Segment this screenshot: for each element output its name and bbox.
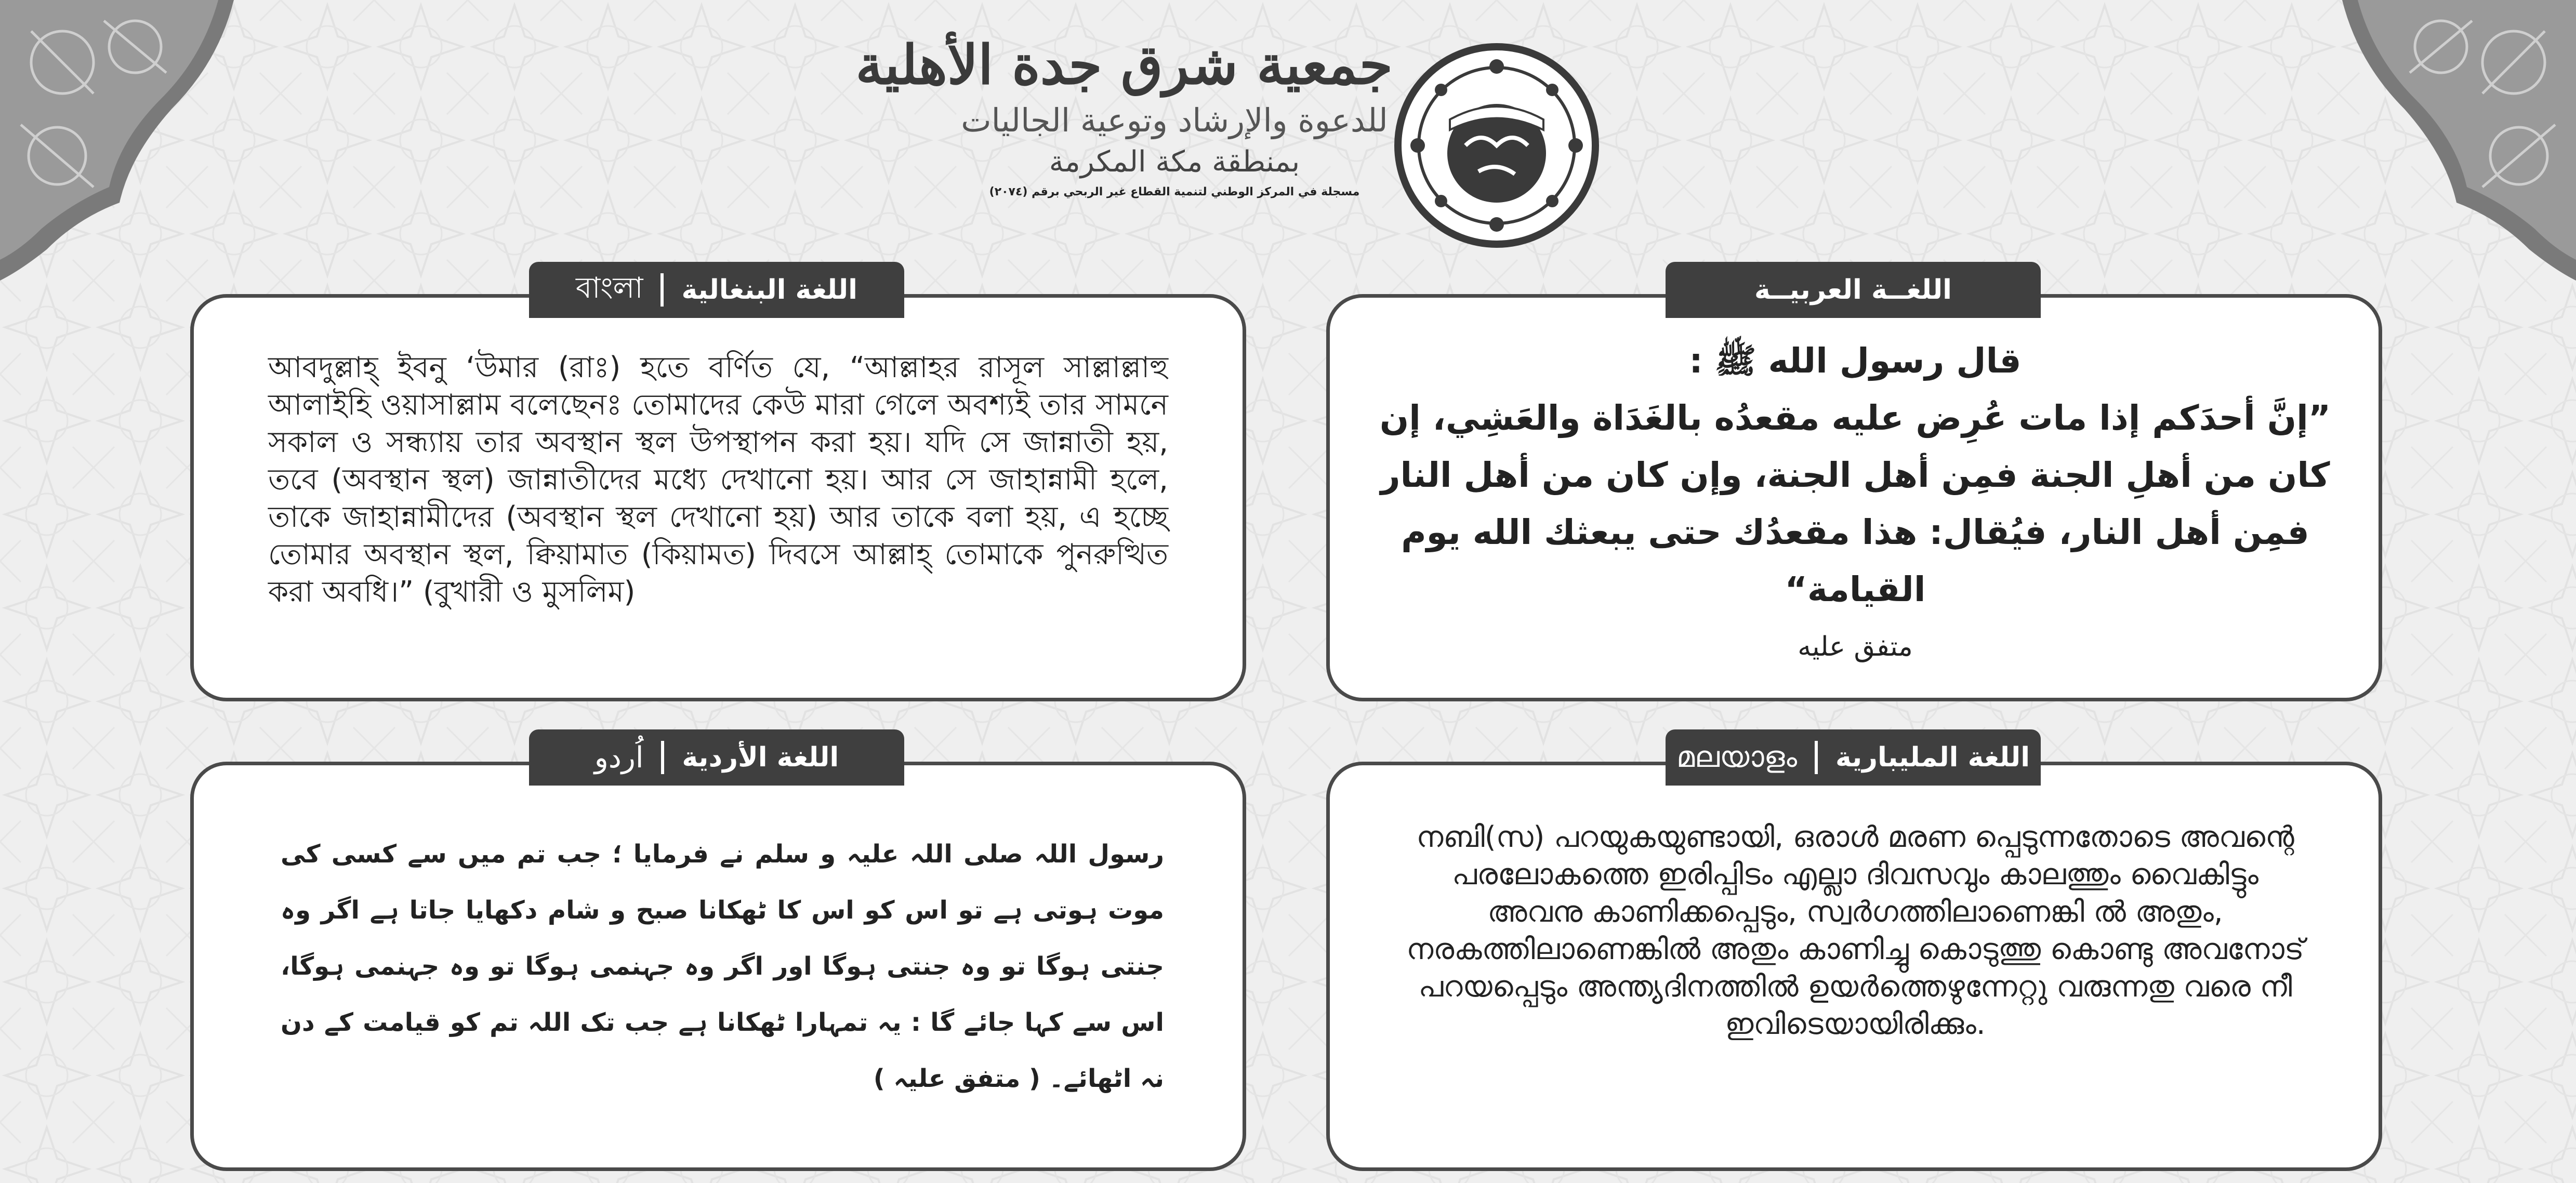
corner-ornament-left <box>0 0 239 281</box>
tab-malayalam-arabic: اللغة المليبارية <box>1835 742 2030 773</box>
tab-malayalam <box>1666 729 2041 786</box>
malayalam-hadith-text: നബി(സ) പറയുകയുണ്ടായി, ഒരാൾ മരണ പ്പെടുന്നതോടെ അവന്റെ പരലോകത്തെ ഇരിപ്പിടം എല്ലാ ദിവസവും കാലത്തും വൈകിട്ടും അവനു കാണിക്കപ്പെടും, സ്വർഗത്തിലാണെങ്കി ൽ അതും, നരകത്തിലാണെങ്കിൽ അതും കാണിച്ചു കൊടുത്തു കൊണ്ടു അവനോട് പറയപ്പെടും അന്ത്യദിനത്തിൽ ഉയർത്തെഴുന്നേറ്റു വരുന്നതു വരെ നീ ഇവിടെയായിരിക്കും. <box>1406 820 2304 1041</box>
bangla-hadith-text: আবদুল্লাহ্ ইবনু ‘উমার (রাঃ) হতে বর্ণিত যে, “আল্লাহর রাসূল সাল্লাল্লাহু আলাইহি ওয়াসাল্লাম বলেছেনঃ তোমাদের কেউ মারা গেলে অবশ্যই তার সামনে সকাল ও সন্ধ্যায় তার অবস্থান স্থল উপস্থাপন করা হয়। যদি সে জান্নাতী হয়, তবে (অবস্থান স্থল) জান্নাতীদের মধ্যে দেখানো হয়। আর সে জাহান্নামী হলে, তাকে জাহান্নামীদের (অবস্থান স্থল দেখানো হয়) আর তাকে বলা হয়, এ হচ্ছে তোমার অবস্থান স্থল, ক্বিয়ামাত (কিয়ামত) দিবসে আল্লাহ্ তোমাকে পুনরুত্থিত করা অবধি।” (বুখারী ও মুসলিম) <box>268 351 1168 609</box>
organization-subtitle: للدعوة والإرشاد وتوعية الجاليات <box>961 101 1388 139</box>
arabic-hadith-text <box>1372 333 2339 675</box>
organization-region: بمنطقة مكة المكرمة <box>1049 145 1300 179</box>
arabic-reference: متفق عليه <box>1798 631 1913 662</box>
registration-note: مسجلة في المركز الوطني لتنمية القطاع غير الربحي برقم (٢٠٧٤) <box>989 185 1360 198</box>
organization-logo <box>1393 42 1601 249</box>
arabic-intro: قال رسول الله ﷺ : <box>1689 341 2022 381</box>
tab-arabic-label: اللغــة العربيــة <box>1754 274 1952 305</box>
organization-header <box>855 31 1393 203</box>
tab-bangla <box>529 262 904 318</box>
tab-bangla-native: বাংলা <box>575 271 643 305</box>
tab-malayalam-native: മലയാളം <box>1676 740 1798 774</box>
tab-arabic <box>1666 262 2041 318</box>
tab-urdu-native: اُردو <box>594 740 644 775</box>
corner-ornament-right <box>2337 0 2576 281</box>
arabic-hadith: ”إنَّ أحدَكم إذا مات عُرِض عليه مقعدُه بالغَدَاة والعَشِي، إن كان من أهلِ الجنة فمِن أهل الجنة، وإن كان من أهل النار فمِن أهل النار، فيُقال: هذا مقعدُك حتى يبعثك الله يوم القيامة“ <box>1379 398 2331 609</box>
organization-name: جمعية شرق جدة الأهلية <box>855 33 1393 97</box>
tab-bangla-arabic: اللغة البنغالية <box>681 274 858 305</box>
tab-urdu-arabic: اللغة الأردية <box>682 742 839 773</box>
tab-urdu <box>529 729 904 786</box>
urdu-hadith-text: رسول اللہ صلی اللہ علیہ و سلم نے فرمایا ؛ جب تم میں سے کسی کی موت ہوتی ہے تو اس کو اس کا ٹھکانا صبح و شام دکھایا جاتا ہے اگر وہ جنتی ہوگا تو وہ جنتی ہوگا اور اگر وہ جہنمی ہوگا تو وہ جہنمی ہوگا، اس سے کہا جائے گا : یہ تمہارا ٹھکانا ہے جب تک اللہ تم کو قیامت کے دن نہ اٹھائے۔ ( متفق علیہ ) <box>281 840 1164 1093</box>
